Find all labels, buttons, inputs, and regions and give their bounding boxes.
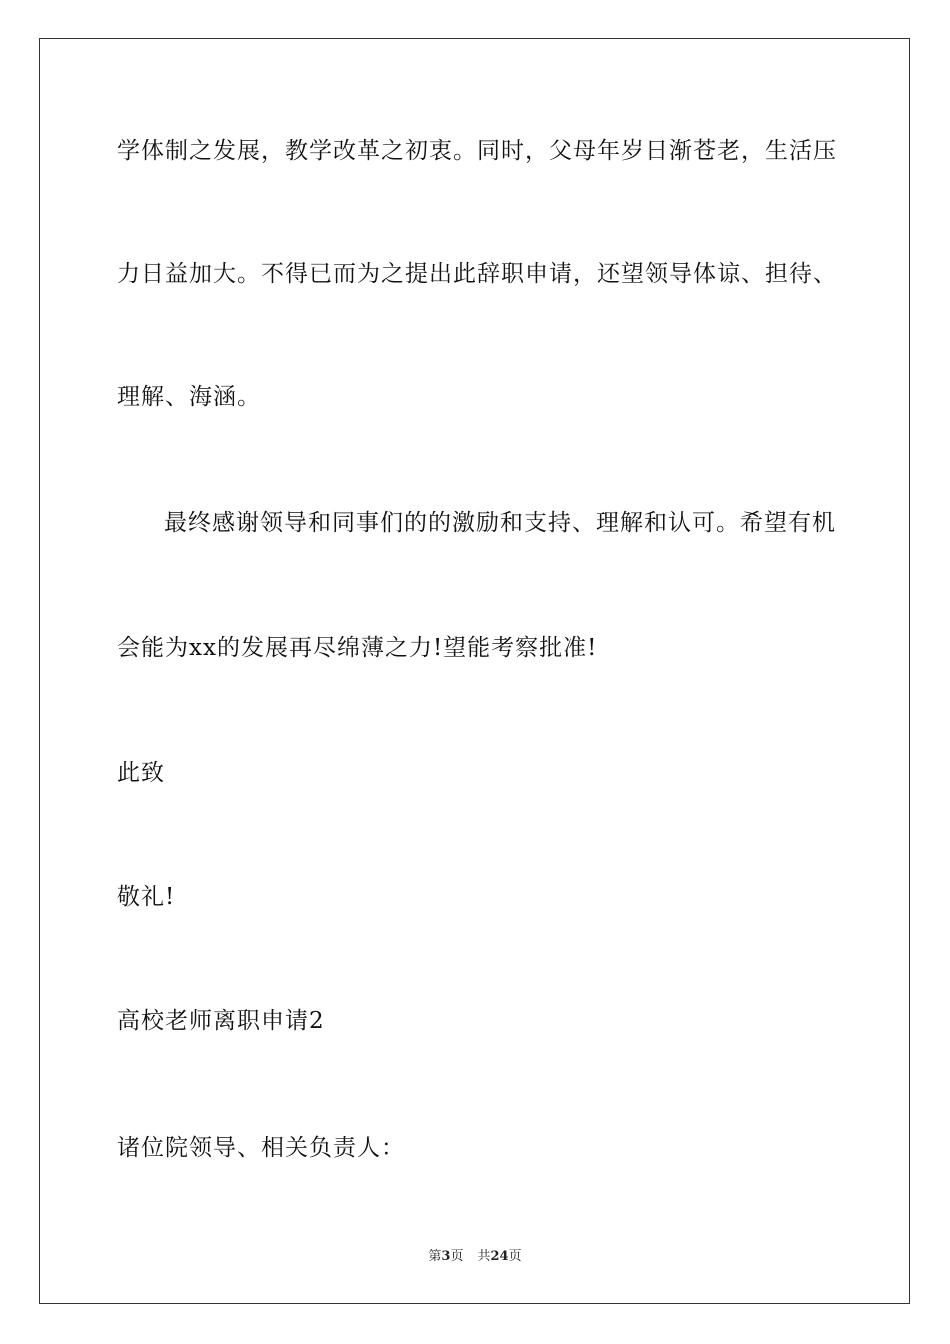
salutation-closing: 此致 bbox=[117, 760, 165, 786]
body-line-1: 学体制之发展，教学改革之初衷。同时，父母年岁日渐苍老，生活压 bbox=[117, 138, 837, 164]
page-frame bbox=[39, 38, 910, 1304]
footer-total-suffix: 页 bbox=[508, 1249, 522, 1264]
section-title: 高校老师离职申请2 bbox=[117, 1008, 325, 1034]
footer-total-prefix: 共 bbox=[477, 1249, 491, 1264]
body-line-4: 最终感谢领导和同事们的的激励和支持、理解和认可。希望有机 bbox=[164, 510, 836, 536]
body-line-3: 理解、海涵。 bbox=[117, 384, 261, 410]
body-line-2: 力日益加大。不得已而为之提出此辞职申请，还望领导体谅、担待、 bbox=[117, 261, 837, 287]
footer-page-number: 3 bbox=[441, 1249, 451, 1264]
footer-page-suffix: 页 bbox=[450, 1249, 464, 1264]
addressee-line: 诸位院领导、相关负责人： bbox=[117, 1135, 405, 1161]
salutation-regards: 敬礼! bbox=[117, 884, 176, 910]
footer-total-pages: 24 bbox=[490, 1249, 509, 1264]
page-footer bbox=[0, 1248, 950, 1266]
footer-page-prefix: 第 bbox=[428, 1249, 442, 1264]
body-line-5: 会能为xx的发展再尽绵薄之力!望能考察批准! bbox=[117, 635, 598, 661]
